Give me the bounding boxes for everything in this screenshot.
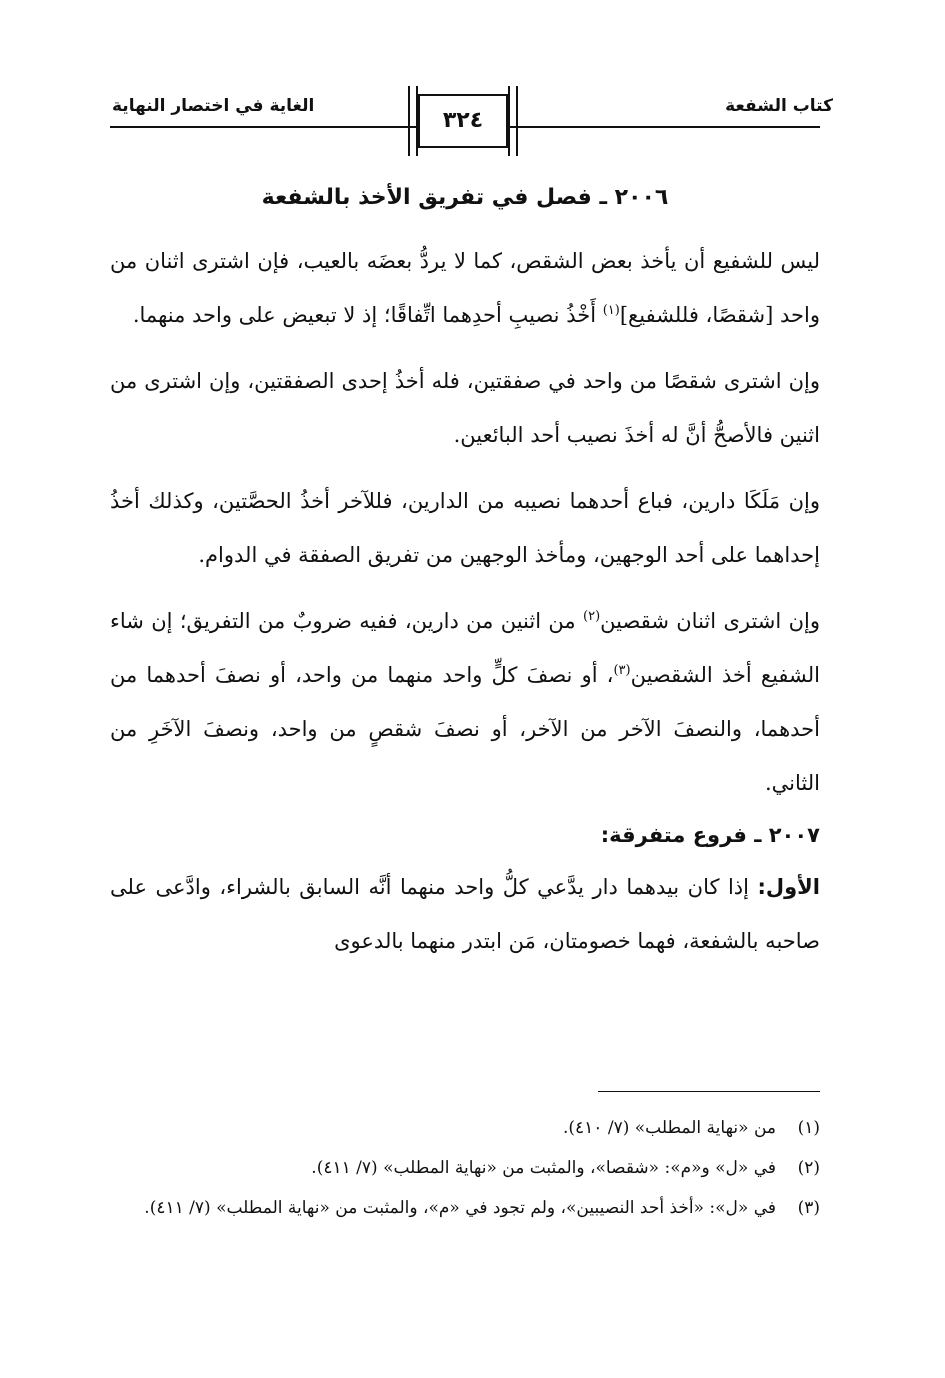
paragraph-3-text: وإن مَلَكَا دارين، فباع أحدهما نصيبه من الدارين، فللآخر أخذُ الحصَّتين، وكذلك أخذُ إحداهما على أحد الوجهين، ومأخذ الوجهين من تفريق الصفقة في الدوام. bbox=[110, 489, 820, 567]
footnote-2-number: (٢) bbox=[797, 1158, 820, 1178]
header-rule-right bbox=[508, 126, 820, 128]
footnote-1 bbox=[110, 1108, 820, 1148]
footnote-1-number: (١) bbox=[797, 1118, 820, 1138]
running-header-chapter: كتاب الشفعة bbox=[725, 96, 833, 116]
paragraph-5-lead: الأول: bbox=[757, 875, 820, 899]
main-text bbox=[110, 176, 820, 968]
paragraph-4-text-end: ، أو نصفَ كلٍّ واحد منهما من واحد، أو نصفَ أحدهما من أحدهما، والنصفَ الآخر من الآخر، أو نصفَ شقصٍ من واحد، ونصفَ الآخَرِ من الثاني. bbox=[110, 663, 820, 795]
paragraph-1-text: ليس للشفيع أن يأخذ بعض الشقص، كما لا يردُّ بعضَه بالعيب، فإن اشترى اثنان من واحد [شقصًا، فللشفيع] bbox=[110, 249, 820, 327]
header-rule-left bbox=[110, 126, 418, 128]
paragraph-1-text-cont: أَخْذُ نصيبِ أحدِهما اتِّفاقًا؛ إذ لا تبعيض على واحد منهما. bbox=[132, 303, 603, 327]
paragraph-1 bbox=[110, 234, 820, 342]
paragraph-4-text-cont: من اثنين من دارين، ففيه ضروبٌ من التفريق؛ إن شاء الشفيع أخذ الشقصين bbox=[110, 609, 820, 687]
footnote-1-text: من «نهاية المطلب» (٧/ ٤١٠). bbox=[562, 1118, 776, 1138]
section-title: ٢٠٠٦ ـ فصل في تفريق الأخذ بالشفعة bbox=[261, 185, 669, 210]
paragraph-4 bbox=[110, 594, 820, 810]
paragraph-2-text: وإن اشترى شقصًا من واحد في صفقتين، فله أخذُ إحدى الصفقتين، وإن اشترى من اثنين فالأصحُّ أنَّ له أخذَ نصيب أحد البائعين. bbox=[110, 369, 820, 447]
paragraph-3 bbox=[110, 474, 820, 582]
subsection-title: ٢٠٠٧ ـ فروع متفرقة: bbox=[600, 823, 820, 847]
footnote-ref-1: (١) bbox=[602, 303, 620, 318]
footnote-2 bbox=[110, 1148, 820, 1188]
paragraph-5 bbox=[110, 860, 820, 968]
footnote-3-number: (٣) bbox=[797, 1198, 820, 1218]
footnote-ref-2: (٢) bbox=[583, 609, 601, 624]
running-header-book-title: الغاية في اختصار النهاية bbox=[112, 96, 315, 116]
paragraph-2 bbox=[110, 354, 820, 462]
page-number-frame bbox=[418, 94, 508, 148]
page-number: ٣٢٤ bbox=[442, 108, 484, 133]
footnote-ref-3: (٣) bbox=[613, 663, 631, 678]
paragraph-4-text: وإن اشترى اثنان شقصين bbox=[600, 609, 820, 633]
footnotes bbox=[110, 1108, 820, 1228]
footnote-separator bbox=[598, 1091, 820, 1092]
paragraph-5-text: إذا كان بيدهما دار يدَّعي كلُّ واحد منهما أنَّه السابق بالشراء، وادَّعى على صاحبه بالشفعة، فهما خصومتان، مَن ابتدر منهما بالدعوى bbox=[110, 875, 820, 953]
footnote-2-text: في «ل» و«م»: «شقصا»، والمثبت من «نهاية المطلب» (٧/ ٤١١). bbox=[311, 1158, 776, 1178]
footnote-3 bbox=[110, 1188, 820, 1228]
footnote-3-text: في «ل»: «أخذ أحد النصيبين»، ولم تجود في «م»، والمثبت من «نهاية المطلب» (٧/ ٤١١). bbox=[144, 1198, 776, 1218]
